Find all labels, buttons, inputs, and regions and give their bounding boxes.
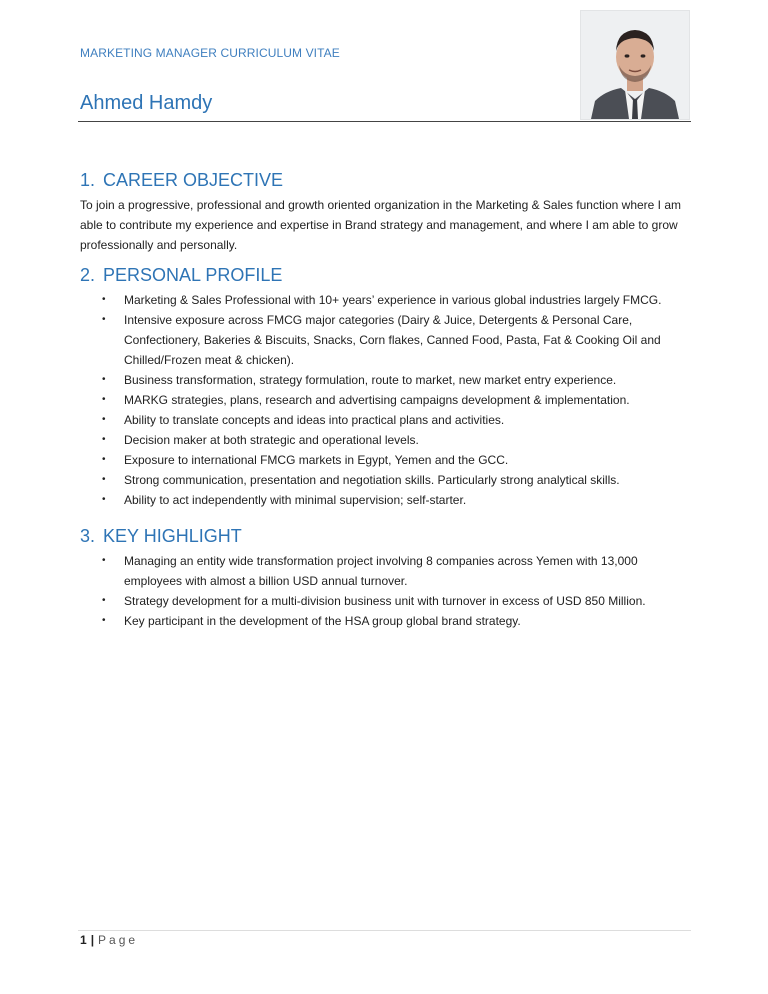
list-item: • Intensive exposure across FMCG major categories (Dairy & Juice, Detergents & Personal Care, Confectionery, Bakeries & Biscuits, Snacks, Corn flakes, Canned Food, Pasta, Fat & Cooking Oil and Chilled/Frozen meat & chicken). [102, 313, 661, 367]
list-item: • Ability to act independently with minimal supervision; self-starter. [102, 493, 467, 507]
list-item: • Key participant in the development of the HSA group global brand strategy. [102, 614, 521, 628]
profile-photo [580, 10, 690, 120]
list-item: • Business transformation, strategy formulation, route to market, new market entry experience. [102, 373, 617, 387]
section-personal-profile [80, 265, 692, 510]
header-divider [78, 121, 691, 122]
key-highlight-heading: 3. KEY HIGHLIGHT [80, 526, 242, 546]
list-item: • Exposure to international FMCG markets in Egypt, Yemen and the GCC. [102, 453, 509, 467]
personal-profile-heading: 2. PERSONAL PROFILE [80, 265, 283, 285]
career-objective-heading: 1. CAREER OBJECTIVE [80, 170, 284, 190]
list-item: • Managing an entity wide transformation project involving 8 companies across Yemen with 13,000 employees with almost a billion USD annual turnover. [102, 554, 638, 588]
career-objective-text: To join a progressive, professional and growth oriented organization in the Marketing & Sales function where I am able to contribute my experience and expertise in Brand strategy and management, and where I am able to grow professionally and personally. [80, 198, 682, 252]
person-icon [581, 11, 689, 119]
page-label: Page [98, 933, 139, 947]
list-item: • Strategy development for a multi-division business unit with turnover in excess of USD 850 Million. [102, 594, 646, 608]
list-item: • Marketing & Sales Professional with 10+ years’ experience in various global industries largely FMCG. [102, 293, 662, 307]
candidate-name: Ahmed Hamdy [80, 92, 213, 114]
list-item: • Ability to translate concepts and ideas into practical plans and activities. [102, 413, 505, 427]
personal-profile-list [80, 290, 692, 510]
list-item: • Decision maker at both strategic and operational levels. [102, 433, 419, 447]
section-key-highlight [80, 526, 692, 631]
key-highlight-list [80, 551, 692, 631]
page-footer [80, 933, 138, 947]
header-kicker: MARKETING MANAGER CURRICULUM VITAE [80, 46, 340, 60]
list-item: • Strong communication, presentation and negotiation skills. Particularly strong analytical skills. [102, 473, 620, 487]
section-career-objective [80, 170, 692, 255]
footer-divider [78, 930, 691, 931]
footer-separator: | [90, 933, 95, 947]
page-number: 1 [80, 933, 87, 947]
list-item: • MARKG strategies, plans, research and advertising campaigns development & implementation. [102, 393, 630, 407]
